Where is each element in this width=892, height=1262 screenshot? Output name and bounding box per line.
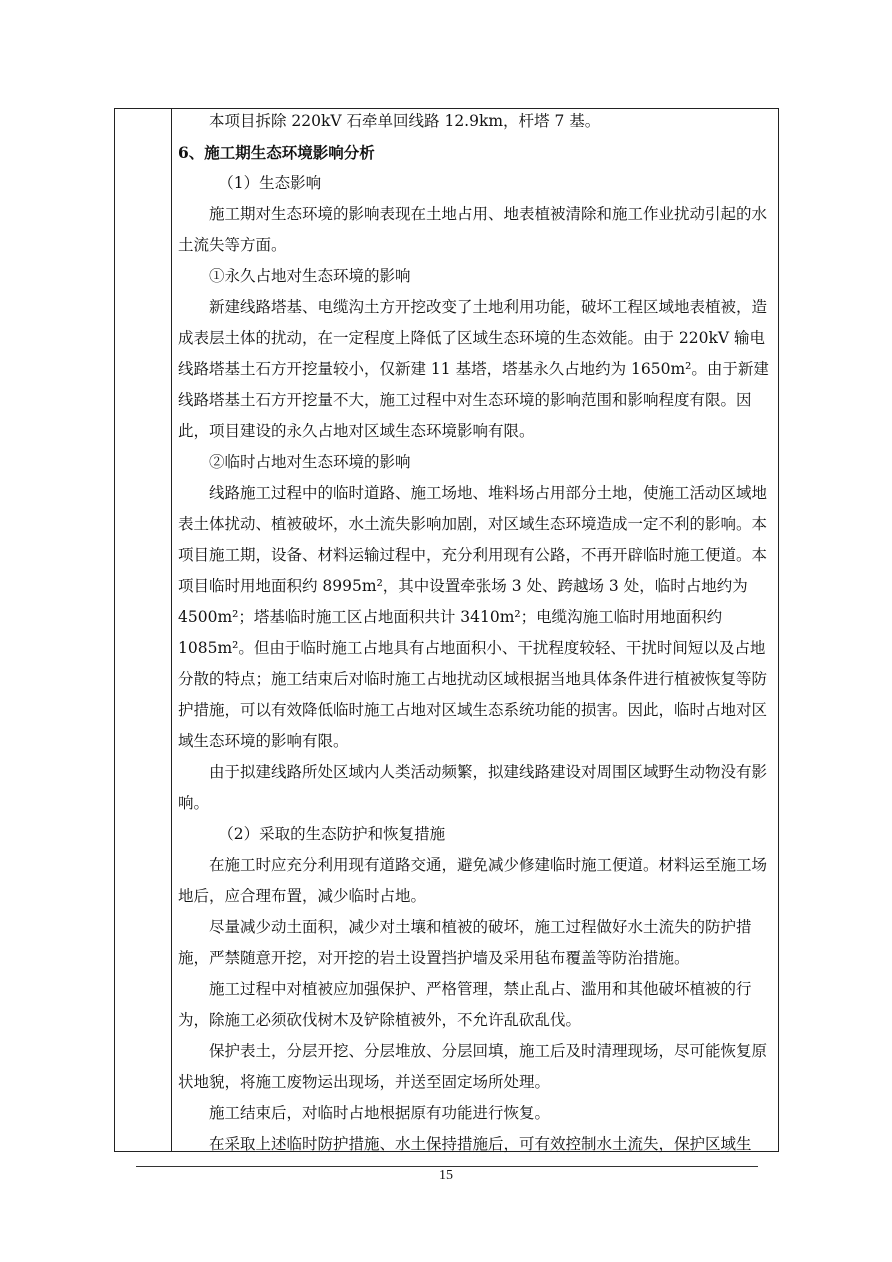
paragraph: 尽量减少动土面积，减少对土壤和植被的破坏，施工过程做好水土流失的防护措施，严禁随意开挖，对开挖的岩土设置挡护墙及采用毡布覆盖等防治措施。 xyxy=(178,918,752,967)
paragraph: 线路施工过程中的临时道路、施工场地、堆料场占用部分土地，使施工活动区域地表土体扰动、植被破坏，水土流失影响加剧，对区域生态环境造成一定不利的影响。本项目施工期，设备、材料运输过程中，充分利用现有公路，不再开辟临时施工便道。本项目临时用地面积约 8995m²，其中设置牵张场 3 处、跨越场 3 处，临时占地约为 4500m²；塔基临时施工区占地面积共计 3410m²；电缆沟施工临时用地面积约 1085m²。但由于临时施工占地具有占地面积小、干扰程度较轻、干扰时间短以及占地分散的特点；施工结束后对临时施工占地扰动区域根据当地具体条件进行植被恢复等防护措施，可以有效降低临时施工占地对区域生态系统功能的损害。因此，临时占地对区域生态环境的影响有限。 xyxy=(178,484,768,750)
paragraph: 施工结束后，对临时占地根据原有功能进行恢复。 xyxy=(209,1104,551,1122)
section-heading: 6、施工期生态环境影响分析 xyxy=(178,143,375,162)
footer-rule xyxy=(136,1166,758,1167)
paragraph: ①永久占地对生态环境的影响 xyxy=(209,267,411,285)
subsection-heading: （2）采取的生态防护和恢复措施 xyxy=(218,825,446,843)
paragraph: 保护表土，分层开挖、分层堆放、分层回填，施工后及时清理现场，尽可能恢复原状地貌，将施工废物运出现场，并送至固定场所处理。 xyxy=(178,1042,768,1091)
paragraph: 在施工时应充分利用现有道路交通，避免减少修建临时施工便道。材料运至施工场地后，应合理布置，减少临时占地。 xyxy=(178,856,768,905)
paragraph: 施工过程中对植被应加强保护、严格管理，禁止乱占、滥用和其他破坏植被的行为，除施工必须砍伐树木及铲除植被外，不允许乱砍乱伐。 xyxy=(178,980,752,1029)
paragraph: 新建线路塔基、电缆沟土方开挖改变了土地利用功能，破坏工程区域地表植被，造成表层土体的扰动，在一定程度上降低了区域生态环境的生态效能。由于 220kV 输电线路塔基土石方开挖量较小，仅新建 11 基塔，塔基永久占地约为 1650m²。由于新建线路塔基土石方开挖量不大，施工过程中对生态环境的影响范围和影响程度有限。因此，项目建设的永久占地对区域生态环境影响有限。 xyxy=(178,298,769,440)
paragraph: 本项目拆除 220kV 石牵单回线路 12.9km，杆塔 7 基。 xyxy=(209,112,601,130)
page-number: 15 xyxy=(439,1168,453,1183)
paragraph: 施工期对生态环境的影响表现在土地占用、地表植被清除和施工作业扰动引起的水土流失等方面。 xyxy=(178,205,768,254)
paragraph: 在采取上述临时防护措施、水土保持措施后，可有效控制水土流失，保护区域生 xyxy=(209,1135,752,1153)
paragraph: 由于拟建线路所处区域内人类活动频繁，拟建线路建设对周围区域野生动物没有影响。 xyxy=(178,763,768,812)
paragraph: ②临时占地对生态环境的影响 xyxy=(209,453,411,471)
column-divider xyxy=(171,109,172,1151)
document-body xyxy=(178,108,774,1160)
subsection-heading: （1）生态影响 xyxy=(218,174,322,192)
